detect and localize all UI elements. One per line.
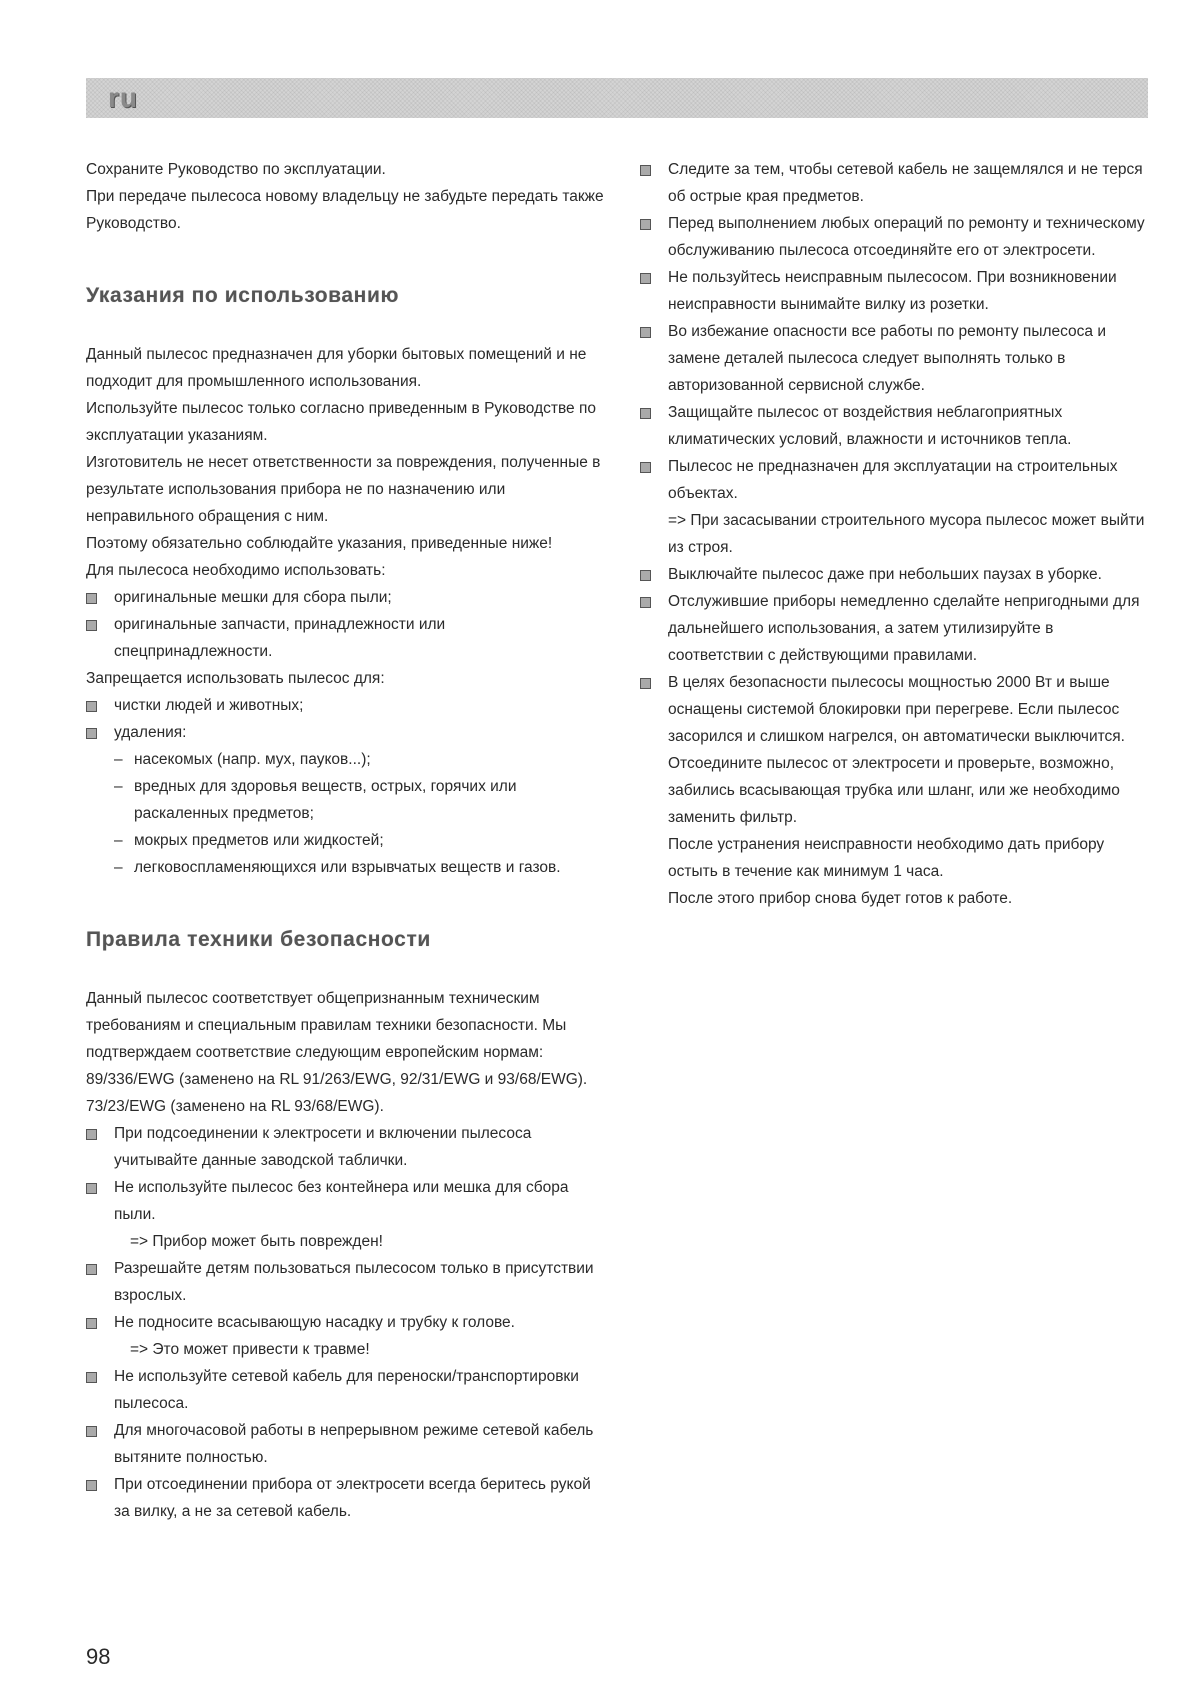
- usage-paragraph: Данный пылесос предназначен для уборки бытовых помещений и не подходит для промышленного использования.: [86, 346, 587, 390]
- list-item: Не пользуйтесь неисправным пылесосом. При возникновении неисправности вынимайте вилку из розетки.: [640, 264, 1150, 318]
- overheat-note: После этого прибор снова будет готов к работе.: [668, 890, 1013, 907]
- warning-note: => Это может привести к травме!: [130, 1341, 370, 1358]
- dash-bullet-icon: –: [114, 751, 123, 768]
- sub-list-item: – вредных для здоровья веществ, острых, горячих или раскаленных предметов;: [86, 773, 606, 827]
- square-bullet-icon: [640, 462, 651, 473]
- sub-list-item: – легковоспламеняющихся или взрывчатых веществ и газов.: [86, 854, 606, 881]
- square-bullet-icon: [86, 1264, 97, 1275]
- square-bullet-icon: [86, 728, 97, 739]
- must-use-label: Для пылесоса необходимо использовать:: [86, 562, 386, 579]
- square-bullet-icon: [640, 570, 651, 581]
- square-bullet-icon: [86, 593, 97, 604]
- square-bullet-icon: [86, 1183, 97, 1194]
- language-code: ru: [108, 82, 138, 113]
- square-bullet-icon: [640, 327, 651, 338]
- list-item: Пылесос не предназначен для эксплуатации на строительных объектах.: [640, 453, 1150, 507]
- language-header-band: [86, 78, 1148, 118]
- square-bullet-icon: [640, 273, 651, 284]
- warning-note: => При засасывании строительного мусора пылесос может выйти из строя.: [668, 512, 1145, 556]
- list-item: Защищайте пылесос от воздействия неблагоприятных климатических условий, влажности и источников тепла.: [640, 399, 1150, 453]
- square-bullet-icon: [640, 219, 651, 230]
- square-bullet-icon: [86, 1318, 97, 1329]
- intro-line: Сохраните Руководство по эксплуатации.: [86, 161, 386, 178]
- list-item: В целях безопасности пылесосы мощностью 2000 Вт и выше оснащены системой блокировки при перегреве. Если пылесос засорился и слишком нагрелся, он автоматически выключится. Отсоедините пылесос от электросети и проверьте, возможно, забились всасывающая трубка или шланг, или же необходимо заменить фильтр.: [640, 669, 1150, 831]
- list-item: Во избежание опасности все работы по ремонту пылесоса и замене деталей пылесоса следует выполнять только в авторизованной сервисной службе.: [640, 318, 1150, 399]
- square-bullet-icon: [86, 1372, 97, 1383]
- overheat-note: После устранения неисправности необходимо дать прибору остыть в течение как минимум 1 часа.: [668, 836, 1105, 880]
- list-item: Перед выполнением любых операций по ремонту и техническому обслуживанию пылесоса отсоединяйте его от электросети.: [640, 210, 1150, 264]
- page-number: 98: [86, 1644, 111, 1669]
- square-bullet-icon: [86, 620, 97, 631]
- dash-bullet-icon: –: [114, 859, 123, 876]
- list-item: Отслужившие приборы немедленно сделайте непригодными для дальнейшего использования, а затем утилизируйте в соответствии с действующими правилами.: [640, 588, 1150, 669]
- list-item: При подсоединении к электросети и включении пылесоса учитывайте данные заводской таблички.: [86, 1120, 606, 1174]
- square-bullet-icon: [640, 678, 651, 689]
- section-title-safety: Правила техники безопасности: [86, 928, 431, 951]
- left-column: [86, 156, 606, 1525]
- square-bullet-icon: [86, 701, 97, 712]
- list-item: оригинальные запчасти, принадлежности или спецпринадлежности.: [86, 611, 606, 665]
- usage-paragraph: Изготовитель не несет ответственности за повреждения, полученные в результате использования прибора не по назначению или неправильного обращения с ним.: [86, 454, 601, 525]
- list-item: удаления:: [86, 719, 606, 746]
- list-item: Не подносите всасывающую насадку и трубку к голове.: [86, 1309, 606, 1336]
- list-item: Разрешайте детям пользоваться пылесосом только в присутствии взрослых.: [86, 1255, 606, 1309]
- list-item: Выключайте пылесос даже при небольших паузах в уборке.: [640, 561, 1150, 588]
- square-bullet-icon: [640, 408, 651, 419]
- warning-note: => Прибор может быть поврежден!: [130, 1233, 383, 1250]
- list-item: оригинальные мешки для сбора пыли;: [86, 584, 606, 611]
- usage-paragraph: Используйте пылесос только согласно приведенным в Руководстве по эксплуатации указаниям.: [86, 400, 596, 444]
- square-bullet-icon: [640, 165, 651, 176]
- safety-paragraph: Данный пылесос соответствует общепризнанным техническим требованиям и специальным правилам техники безопасности. Мы подтверждаем соответствие следующим европейским нормам: 89/336/EWG (заменено на RL 91/263/EWG, 92/31/EWG и 93/68/EWG). 73/23/EWG (заменено на RL 93/68/EWG).: [86, 990, 588, 1115]
- sub-list-item: – насекомых (напр. мух, пауков...);: [86, 746, 606, 773]
- square-bullet-icon: [86, 1129, 97, 1140]
- sub-list-item: – мокрых предметов или жидкостей;: [86, 827, 606, 854]
- dash-bullet-icon: –: [114, 778, 123, 795]
- list-item: При отсоединении прибора от электросети всегда беритесь рукой за вилку, а не за сетевой кабель.: [86, 1471, 606, 1525]
- list-item: Для многочасовой работы в непрерывном режиме сетевой кабель вытяните полностью.: [86, 1417, 606, 1471]
- forbidden-label: Запрещается использовать пылесос для:: [86, 670, 385, 687]
- intro-block: [86, 156, 606, 237]
- list-item: Не используйте сетевой кабель для переноски/транспортировки пылесоса.: [86, 1363, 606, 1417]
- list-item: чистки людей и животных;: [86, 692, 606, 719]
- square-bullet-icon: [640, 597, 651, 608]
- right-column: [640, 156, 1150, 912]
- intro-line: При передаче пылесоса новому владельцу не забудьте передать также Руководство.: [86, 188, 604, 232]
- dash-bullet-icon: –: [114, 832, 123, 849]
- square-bullet-icon: [86, 1426, 97, 1437]
- square-bullet-icon: [86, 1480, 97, 1491]
- usage-paragraph: Поэтому обязательно соблюдайте указания, приведенные ниже!: [86, 535, 553, 552]
- list-item: Следите за тем, чтобы сетевой кабель не защемлялся и не терся об острые края предметов.: [640, 156, 1150, 210]
- list-item: Не используйте пылесос без контейнера или мешка для сбора пыли.: [86, 1174, 606, 1228]
- section-title-usage: Указания по использованию: [86, 284, 399, 307]
